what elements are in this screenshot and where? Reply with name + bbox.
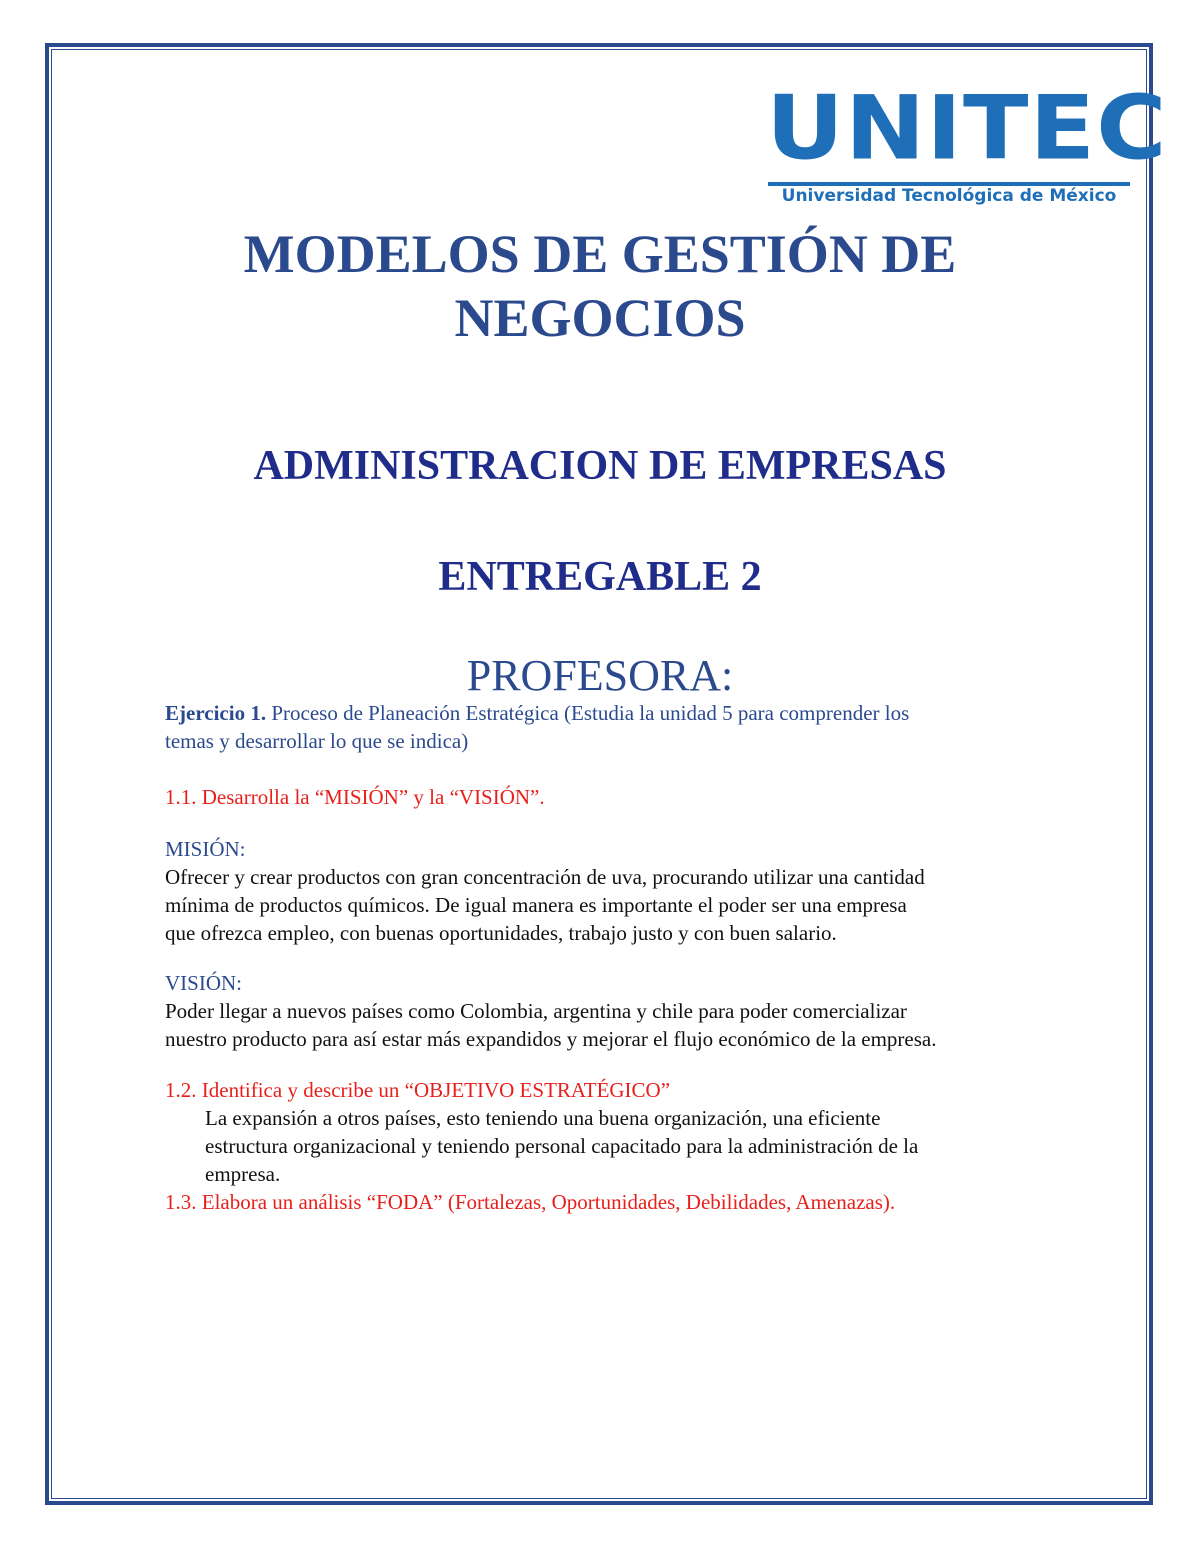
vision-label: VISIÓN:	[165, 971, 242, 995]
item-1-1: 1.1. Desarrolla la “MISIÓN” y la “VISIÓN”.	[165, 785, 545, 809]
career-heading: ADMINISTRACION DE EMPRESAS	[253, 443, 947, 489]
deliverable-heading: ENTREGABLE 2	[438, 554, 762, 600]
vision-line-1: Poder llegar a nuevos países como Colombia, argentina y chile para poder comercializar	[165, 999, 907, 1023]
title-line-1: MODELOS DE GESTIÓN DE	[243, 224, 957, 284]
logo-subtitle: Universidad Tecnológica de México	[781, 186, 1117, 206]
mision-label: MISIÓN:	[165, 837, 246, 861]
exercise-text-line-1: Proceso de Planeación Estratégica (Estudia la unidad 5 para comprender los	[271, 701, 910, 725]
mision-line-2: mínima de productos químicos. De igual manera es importante el poder ser una empresa	[165, 893, 907, 917]
objetivo-line-1: La expansión a otros países, esto teniendo una buena organización, una eficiente	[205, 1106, 881, 1130]
teacher-label: PROFESORA:	[466, 651, 734, 700]
item-1-2: 1.2. Identifica y describe un “OBJETIVO ESTRATÉGICO”	[165, 1078, 671, 1102]
mision-line-1: Ofrecer y crear productos con gran concentración de uva, procurando utilizar una cantidad	[165, 865, 925, 889]
unitec-logo	[766, 76, 1168, 208]
title-line-2: NEGOCIOS	[454, 288, 746, 348]
mision-section	[165, 835, 1045, 947]
objetivo-section	[165, 1104, 1045, 1188]
mision-line-3: que ofrezca empleo, con buenas oportunidades, trabajo justo y con buen salario.	[165, 921, 837, 945]
exercise-paragraph	[165, 699, 1045, 755]
objetivo-line-2: estructura organizacional y teniendo personal capacitado para la administración de la	[205, 1134, 919, 1158]
document-title	[100, 222, 1100, 350]
logo-wordmark: UNITEC	[766, 76, 1168, 180]
exercise-label: Ejercicio 1.	[165, 701, 267, 725]
exercise-text-line-2: temas y desarrollar lo que se indica)	[165, 729, 469, 753]
item-1-3: 1.3. Elabora un análisis “FODA” (Fortalezas, Oportunidades, Debilidades, Amenazas).	[165, 1190, 896, 1214]
vision-line-2: nuestro producto para así estar más expandidos y mejorar el flujo económico de la empresa.	[165, 1027, 937, 1051]
objetivo-line-3: empresa.	[205, 1162, 281, 1186]
vision-section	[165, 969, 1045, 1053]
